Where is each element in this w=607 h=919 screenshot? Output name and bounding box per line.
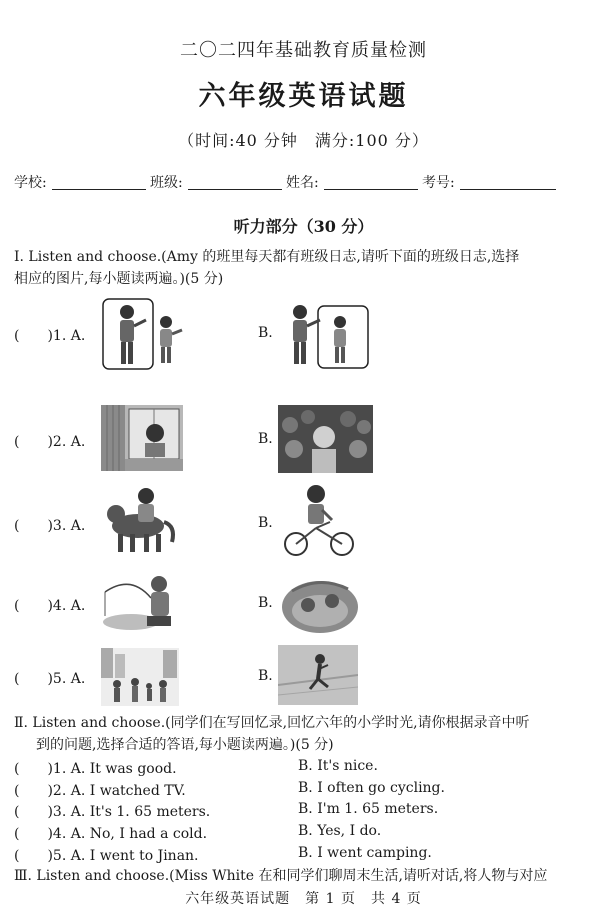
section2-question-3-option-a: ( )3. A. It's 1. 65 meters. (14, 804, 211, 820)
student-info-row (0, 172, 607, 196)
exam-main-title: 六年级英语试题 (198, 81, 409, 112)
section1-question-1-label: ( )1. A. (14, 328, 86, 344)
class-label: 班级: (150, 175, 183, 191)
class-field[interactable] (188, 189, 282, 190)
q4-option-a-picture (101, 572, 175, 634)
section2-question-5-option-b: B. I went camping. (298, 845, 432, 861)
q5-option-a-picture (101, 648, 179, 706)
section3-instruction-line1: Ⅲ. Listen and choose.(Miss White 在和同学们聊周末生活,请听对话,将人物与对应 (14, 868, 548, 884)
section2-question-2-option-a: ( )2. A. I watched TV. (14, 783, 186, 799)
section2-question-2-option-b: B. I often go cycling. (298, 780, 445, 796)
section2-question-1-option-a: ( )1. A. It was good. (14, 761, 177, 777)
name-field[interactable] (324, 189, 418, 190)
school-field[interactable] (52, 189, 146, 190)
q1-option-a-picture (102, 298, 192, 370)
section1-question-2-label: ( )2. A. (14, 434, 86, 450)
section1-question-3-option-b: B. (258, 515, 273, 531)
q3-option-b-picture (282, 484, 356, 558)
school-label: 学校: (14, 175, 47, 191)
page-footer: 六年级英语试题 第 1 页 共 4 页 (185, 891, 422, 907)
section2-question-1-option-b: B. It's nice. (298, 758, 378, 774)
q3-option-a-picture (102, 486, 180, 558)
section1-instruction-line2: 相应的图片,每小题读两遍。)(5 分) (14, 271, 224, 287)
exam-number-label: 考号: (422, 175, 455, 191)
section1-question-2-option-b: B. (258, 431, 273, 447)
section2-question-4-option-a: ( )4. A. No, I had a cold. (14, 826, 208, 842)
section1-question-1-option-b: B. (258, 325, 273, 341)
listening-section-title: 听力部分（30 分） (233, 217, 374, 236)
section2-question-5-option-a: ( )5. A. I went to Jinan. (14, 848, 199, 864)
section1-question-4-label: ( )4. A. (14, 598, 86, 614)
name-label: 姓名: (286, 175, 319, 191)
section1-question-4-option-b: B. (258, 595, 273, 611)
q2-option-b-picture (278, 405, 373, 473)
exam-year-title: 二〇二四年基础教育质量检测 (180, 40, 427, 61)
section2-instruction-line2: 到的问题,选择合适的答语,每小题读两遍。)(5 分) (36, 737, 334, 753)
section1-instruction-line1: Ⅰ. Listen and choose.(Amy 的班里每天都有班级日志,请听下面的班级日志,选择 (14, 249, 520, 265)
exam-number-field[interactable] (460, 189, 556, 190)
q5-option-b-picture (278, 645, 358, 705)
q2-option-a-picture (101, 405, 183, 471)
exam-time-info: （时间:40 分钟 满分:100 分） (178, 131, 429, 150)
section1-question-5-label: ( )5. A. (14, 671, 86, 687)
section2-instruction-line1: Ⅱ. Listen and choose.(同学们在写回忆录,回忆六年的小学时光,请你根据录音中听 (14, 715, 530, 731)
q1-option-b-picture (278, 298, 370, 370)
section2-question-3-option-b: B. I'm 1. 65 meters. (298, 801, 439, 817)
section1-question-3-label: ( )3. A. (14, 518, 86, 534)
section1-question-5-option-b: B. (258, 668, 273, 684)
section2-question-4-option-b: B. Yes, I do. (298, 823, 382, 839)
q4-option-b-picture (280, 571, 360, 637)
